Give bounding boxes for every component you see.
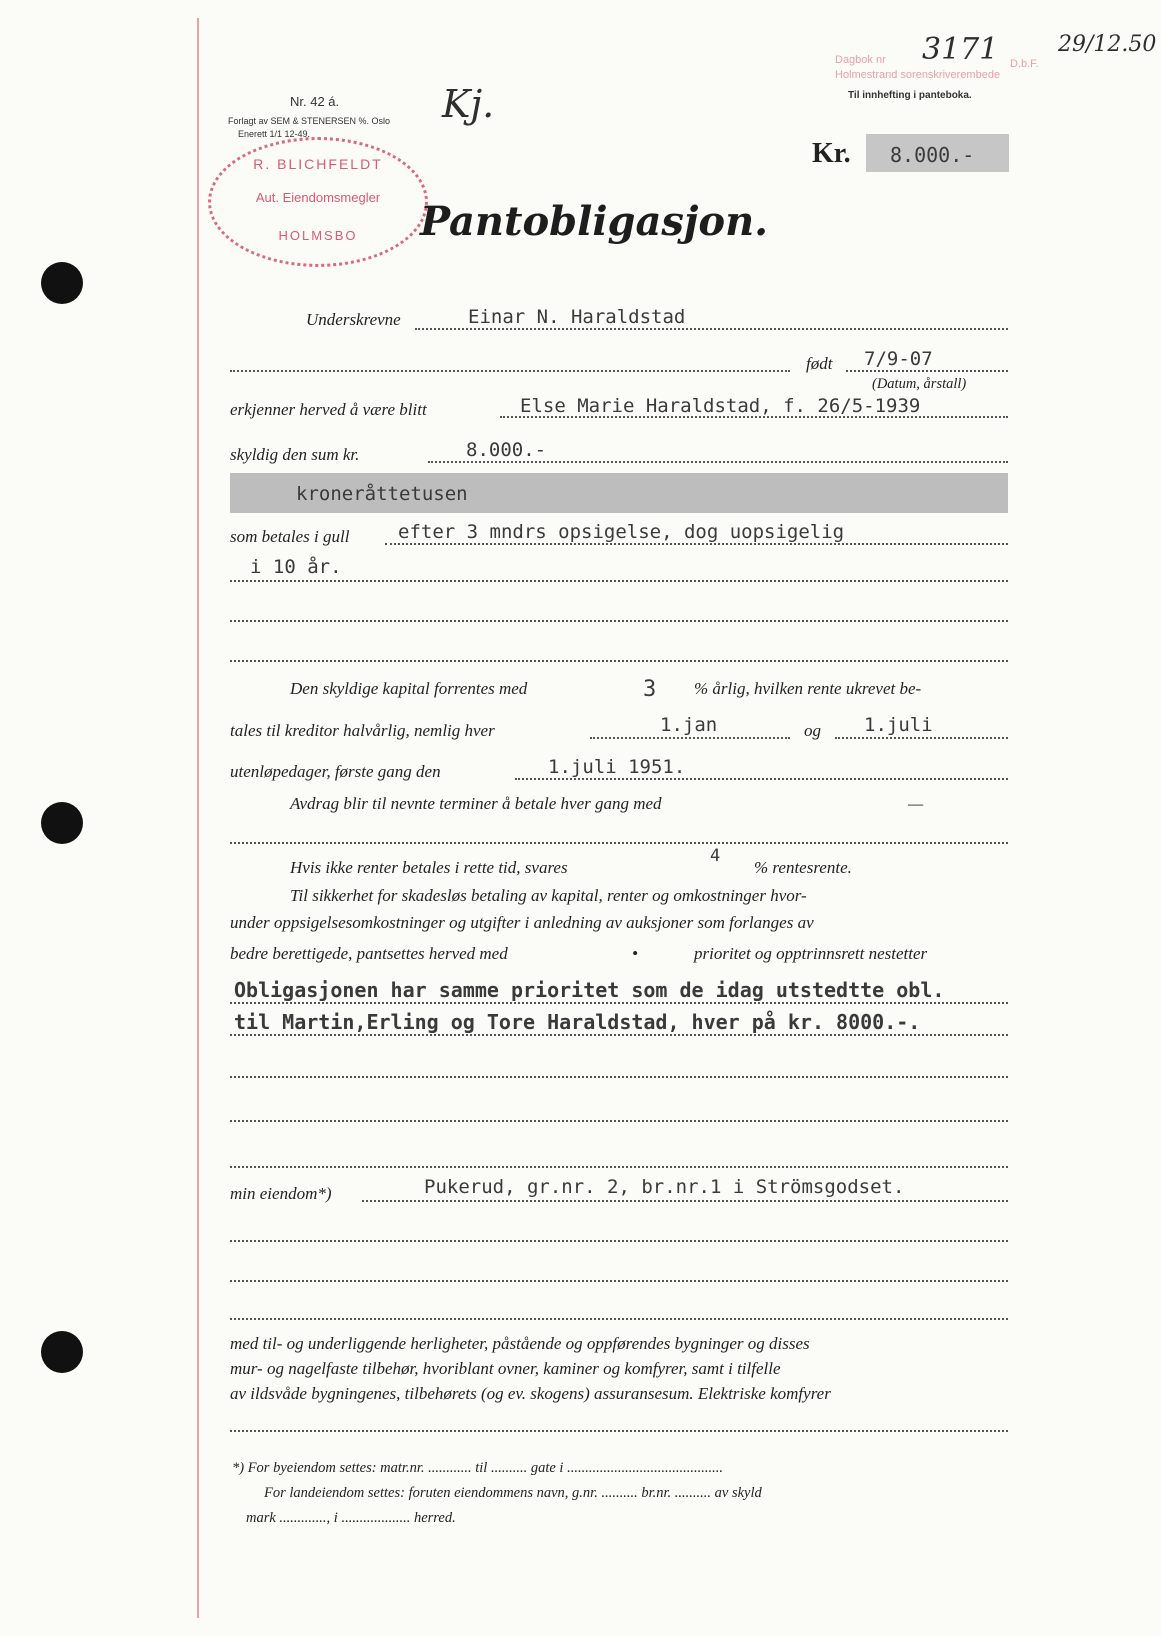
default-interest-rate: 4 xyxy=(710,846,721,866)
born-label: født xyxy=(806,354,833,373)
registry-number: 3171 xyxy=(922,32,999,67)
born-hint: (Datum, årstall) xyxy=(872,376,967,392)
broker-stamp xyxy=(208,137,428,267)
fill-line xyxy=(230,842,1008,844)
fill-line xyxy=(362,1200,1008,1202)
amount-label: Kr. xyxy=(812,138,851,169)
footnote-line-3: mark ............., i ................... herred. xyxy=(246,1510,456,1526)
broker-location: HOLMSBO xyxy=(278,228,358,243)
publisher-copyright: Enerett 1/1 12-49. xyxy=(238,129,311,139)
undersigned-value: Einar N. Haraldstad xyxy=(468,306,686,328)
form-number: Nr. 42 á. xyxy=(290,94,340,109)
security-line-2: under oppsigelsesomkostninger og utgifter i anledning av auksjoner som forlanges av xyxy=(230,913,814,932)
fill-line xyxy=(415,328,1008,330)
creditor-value: Else Marie Haraldstad, f. 26/5-1939 xyxy=(520,395,921,417)
default-interest-text-a: Hvis ikke renter betales i rette tid, svares xyxy=(290,858,568,877)
fill-line xyxy=(230,370,790,372)
fill-line xyxy=(230,1076,1008,1078)
binding-note: Til innhefting i panteboka. xyxy=(848,90,972,101)
fill-line xyxy=(230,1002,1008,1004)
footnote-line-2: For landeiendom settes: foruten eiendommens navn, g.nr. .......... br.nr. .......... av skyld xyxy=(264,1485,762,1501)
installment-text: Avdrag blir til nevnte terminer å betale hver gang med xyxy=(290,794,662,813)
interest-term-1: 1.jan xyxy=(660,714,718,736)
fill-line xyxy=(230,660,1008,662)
interest-and: og xyxy=(804,721,821,740)
property-value: Pukerud, gr.nr. 2, br.nr.1 i Strömsgodset. xyxy=(424,1176,905,1198)
security-line-1: Til sikkerhet for skadesløs betaling av kapital, renter og omkostninger hvor- xyxy=(290,886,807,905)
interest-terms-text: tales til kreditor halvårlig, nemlig hver xyxy=(230,721,495,740)
first-payment-text: utenløpedager, første gang den xyxy=(230,762,441,781)
handwritten-initials: Kj. xyxy=(442,82,495,126)
priority-typed-line-2: til Martin,Erling og Tore Haraldstad, hver på kr. 8000.-. xyxy=(234,1010,921,1034)
default-interest-text-b: % rentesrente. xyxy=(754,858,852,877)
appurtenances-line-1: med til- og underliggende herligheter, påstående og oppførendes bygninger og disses xyxy=(230,1334,810,1353)
debt-label: skyldig den sum kr. xyxy=(230,445,360,464)
property-label: min eiendom*) xyxy=(230,1184,332,1203)
interest-rate: 3 xyxy=(643,677,657,702)
fill-line xyxy=(230,620,1008,622)
punch-hole xyxy=(41,802,83,844)
fill-line xyxy=(846,370,1008,372)
installment-value: — xyxy=(908,794,924,813)
fill-line xyxy=(230,1318,1008,1320)
broker-title: Aut. Eiendomsmegler xyxy=(255,190,381,205)
first-payment-date: 1.juli 1951. xyxy=(548,756,686,778)
punch-hole xyxy=(41,1331,83,1373)
fill-line xyxy=(230,580,1008,582)
born-value: 7/9-07 xyxy=(864,348,933,370)
undersigned-label: Underskrevne xyxy=(306,310,401,329)
payment-label: som betales i gull xyxy=(230,527,350,546)
interest-text-a: Den skyldige kapital forrentes med xyxy=(290,679,528,698)
registry-stamp-suffix: D.b.F. xyxy=(1010,58,1039,70)
payment-value-line1: efter 3 mndrs opsigelse, dog uopsigelig xyxy=(398,521,845,543)
registry-office: Holmestrand sorenskriverembede xyxy=(835,69,1001,81)
punch-hole xyxy=(41,262,83,304)
registry-stamp-label: Dagbok nr xyxy=(835,54,886,66)
fill-line xyxy=(230,1120,1008,1122)
appurtenances-line-2: mur- og nagelfaste tilbehør, hvoriblant ovner, kaminer og komfyrer, samt i tilfelle xyxy=(230,1359,781,1378)
fill-line xyxy=(590,737,790,739)
creditor-label: erkjenner herved å være blitt xyxy=(230,400,427,419)
security-line-3b: prioritet og opptrinnsrett nestetter xyxy=(694,944,928,963)
debt-value: 8.000.- xyxy=(466,439,547,461)
footnote-line-1: *) For byeiendom settes: matr.nr. ............ til .......... gate i ........................................... xyxy=(232,1460,723,1476)
fill-line xyxy=(230,1240,1008,1242)
fill-line xyxy=(385,543,1008,545)
priority-typed-line-1: Obligasjonen har samme prioritet som de idag utstedtte obl. xyxy=(234,978,945,1002)
publisher-line: Forlagt av SEM & STENERSEN %. Oslo xyxy=(228,116,391,126)
broker-name: R. BLICHFELDT xyxy=(253,156,383,172)
appurtenances-line-3: av ildsvåde bygningenes, tilbehørets (og ev. skogens) assuransesum. Elektriske komfyrer xyxy=(230,1384,831,1403)
fill-line xyxy=(230,1280,1008,1282)
interest-term-2: 1.juli xyxy=(864,714,933,736)
registry-date: 29/12.50 xyxy=(1058,32,1157,57)
priority-value: • xyxy=(632,944,638,963)
fill-line xyxy=(428,461,1008,463)
fill-line xyxy=(230,1166,1008,1168)
payment-value-line2: i 10 år. xyxy=(250,556,342,578)
debt-words: kroneråttetusen xyxy=(296,483,468,505)
fill-line xyxy=(835,737,1008,739)
fill-line xyxy=(230,1430,1008,1432)
amount-value: 8.000.- xyxy=(890,143,975,167)
interest-text-b: % årlig, hvilken rente ukrevet be- xyxy=(694,679,922,698)
fill-line xyxy=(515,778,1008,780)
margin-rule xyxy=(197,18,199,1618)
document-title: Pantobligasjon. xyxy=(420,198,769,245)
fill-line xyxy=(230,1034,1008,1036)
security-line-3a: bedre berettigede, pantsettes herved med xyxy=(230,944,508,963)
